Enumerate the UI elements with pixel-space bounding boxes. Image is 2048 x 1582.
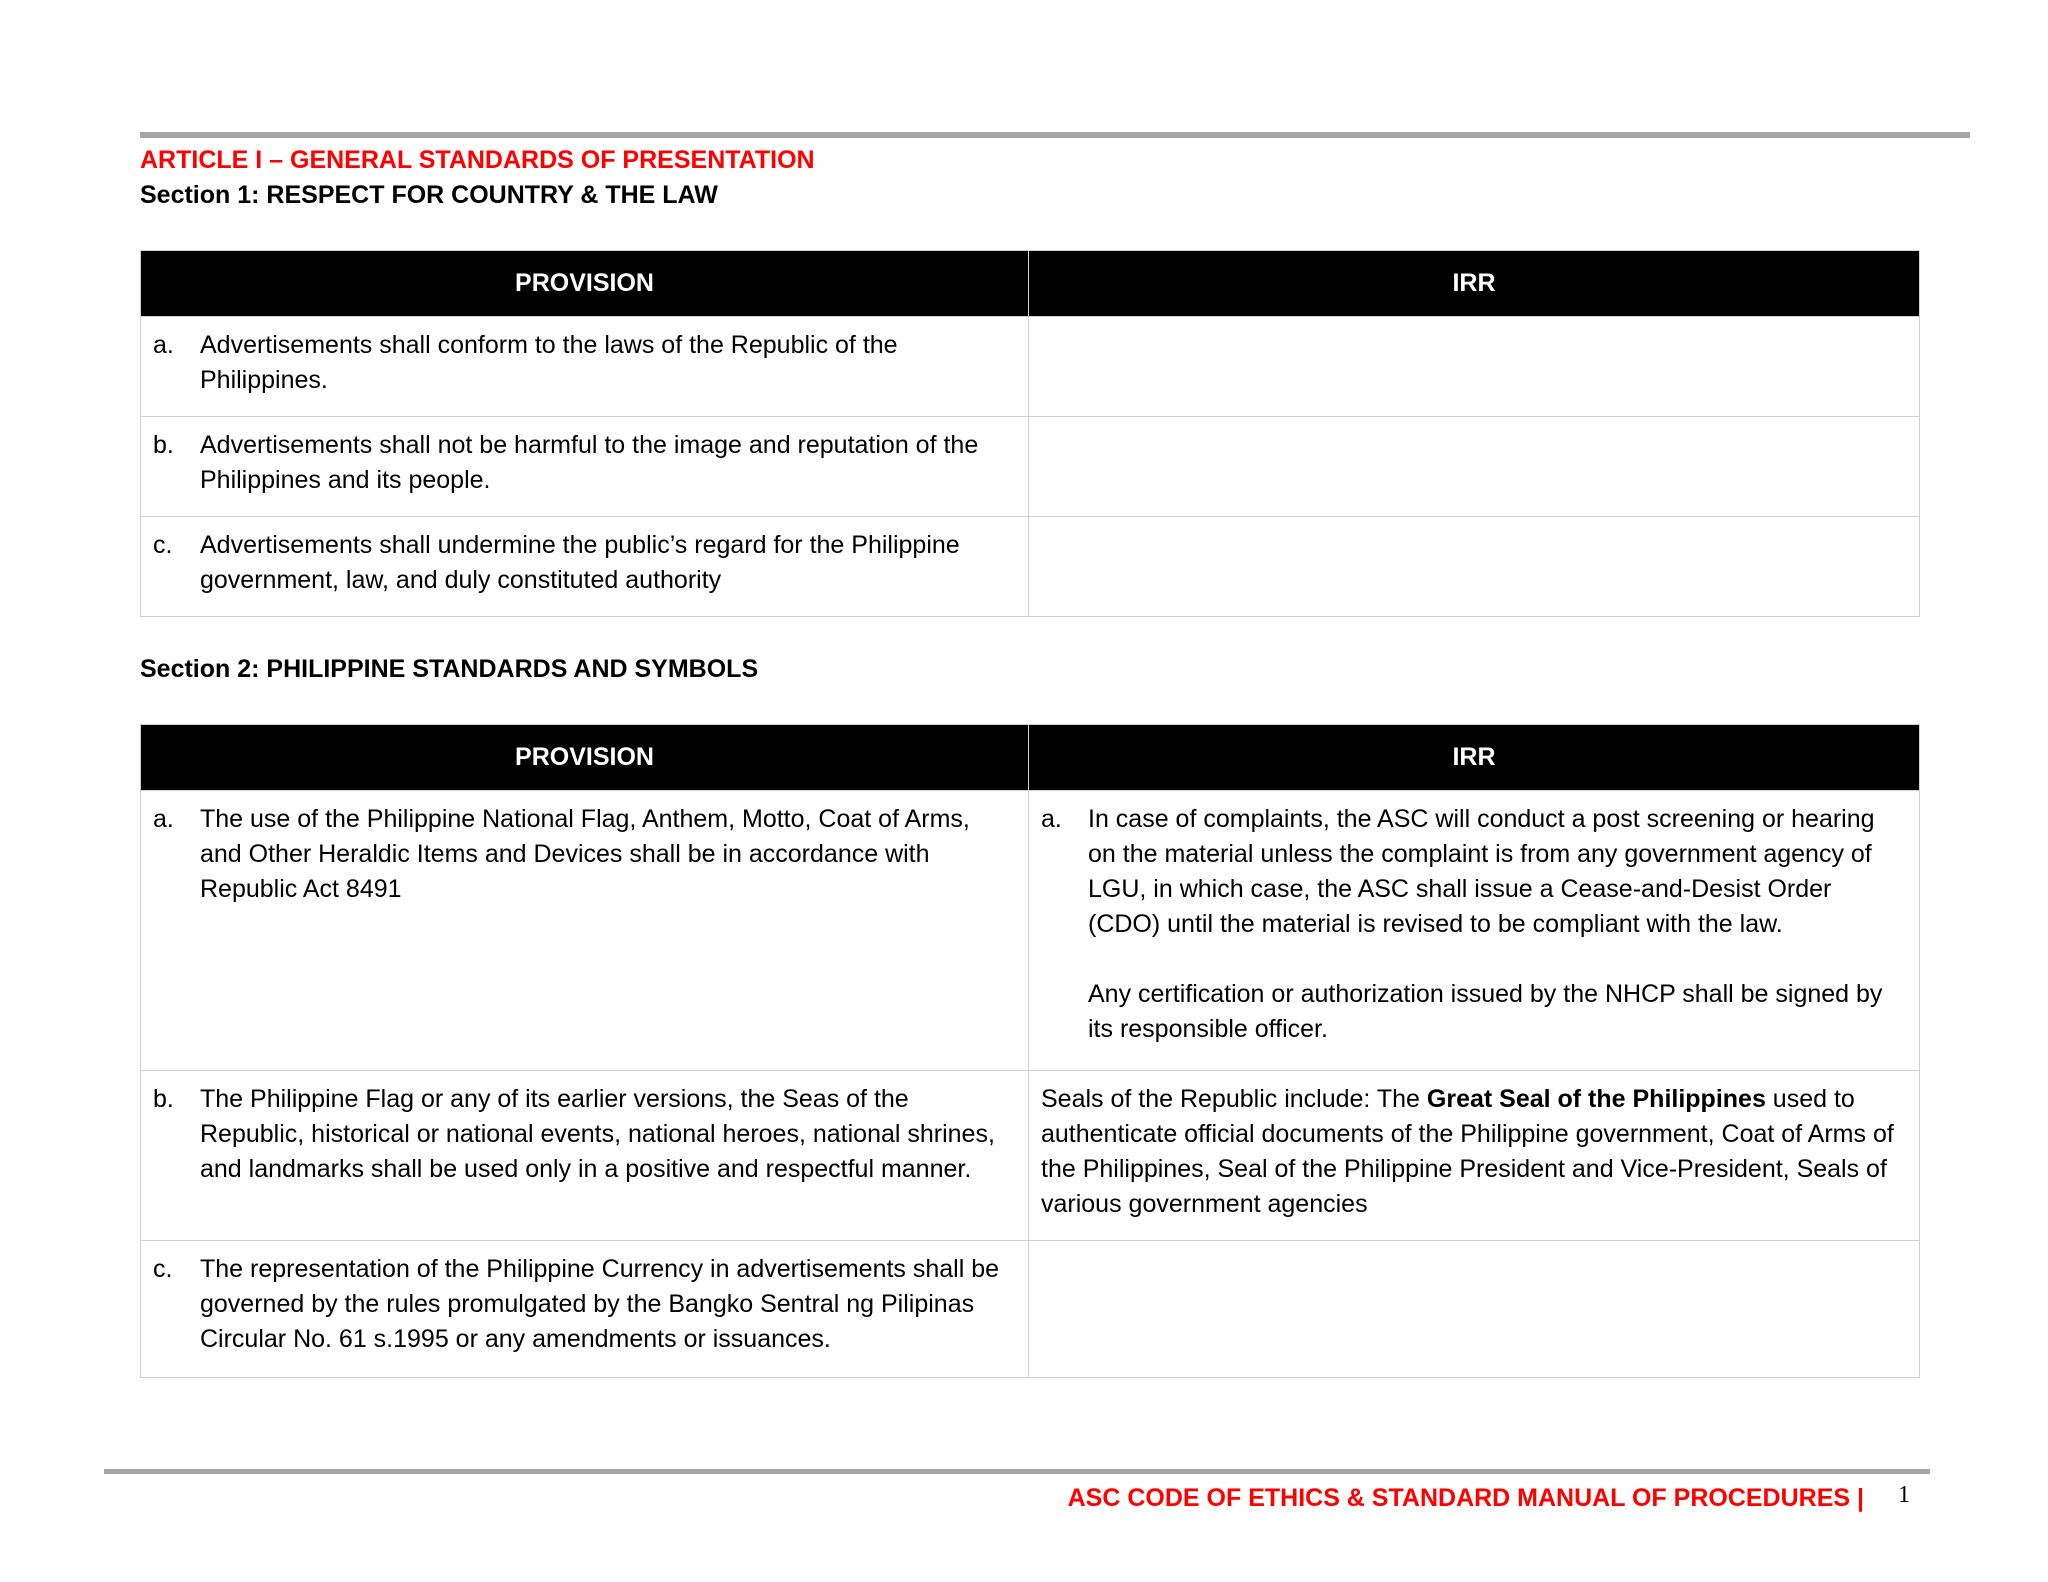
footer-rule [104, 1469, 1930, 1474]
table-row [141, 417, 1920, 517]
item-letter: c. [153, 1255, 173, 1283]
table-header-row [141, 725, 1920, 791]
irr-text-suffix: used to authenticate official documents of the Philippine government, Coat of Arms of the Philippines, Seal of the Philippine President and Vice-President, Seals of various government agencies [1041, 1085, 1894, 1218]
provision-cell [141, 517, 1029, 617]
table-row [141, 517, 1920, 617]
irr-cell [1029, 317, 1920, 417]
item-letter: b. [153, 1085, 174, 1113]
irr-header: IRR [1029, 251, 1920, 317]
provision-text: The Philippine Flag or any of its earlier versions, the Seas of the Republic, historical or national events, national heroes, national shrines, and landmarks shall be used only in a positive and respectful manner. [200, 1085, 995, 1183]
provision-text: Advertisements shall not be harmful to the image and reputation of the Philippines and its people. [200, 431, 979, 494]
irr-cell [1029, 417, 1920, 517]
table-row [141, 317, 1920, 417]
section-2-table [140, 724, 1920, 1378]
irr-cell [1029, 1071, 1920, 1241]
provision-text: Advertisements shall undermine the public’s regard for the Philippine government, law, and duly constituted authority [200, 531, 960, 594]
irr-paragraph: Any certification or authorization issued by the NHCP shall be signed by its responsible officer. [1088, 980, 1883, 1043]
irr-paragraph: In case of complaints, the ASC will conduct a post screening or hearing on the material unless the complaint is from any government agency of LGU, in which case, the ASC shall issue a Cease-and-Desist Order (CDO) until the material is revised to be compliant with the law. [1088, 805, 1875, 938]
provision-header: PROVISION [141, 725, 1029, 791]
table-row [141, 1071, 1920, 1241]
irr-text-bold: Great Seal of the Philippines [1426, 1085, 1766, 1113]
provision-text: The use of the Philippine National Flag, Anthem, Motto, Coat of Arms, and Other Heraldic Items and Devices shall be in accordance with Republic Act 8491 [200, 805, 970, 903]
irr-cell [1029, 517, 1920, 617]
provision-text: The representation of the Philippine Currency in advertisements shall be governed by the rules promulgated by the Bangko Sentral ng Pilipinas Circular No. 61 s.1995 or any amendments or issuances. [200, 1255, 1000, 1353]
item-letter: a. [153, 331, 174, 359]
provision-text: Advertisements shall conform to the laws of the Republic of the Philippines. [200, 331, 898, 394]
provision-cell [141, 1241, 1029, 1378]
provision-cell [141, 417, 1029, 517]
section-1-table [140, 250, 1920, 617]
item-letter: b. [153, 431, 174, 459]
irr-cell [1029, 1241, 1920, 1378]
page-number: 1 [1898, 1482, 1910, 1508]
irr-item-letter: a. [1041, 805, 1062, 833]
irr-header: IRR [1029, 725, 1920, 791]
footer-title: ASC CODE OF ETHICS & STANDARD MANUAL OF PROCEDURES | [1067, 1484, 1864, 1512]
irr-cell [1029, 791, 1920, 1071]
provision-cell [141, 791, 1029, 1071]
item-letter: a. [153, 805, 174, 833]
section-1-title: Section 1: RESPECT FOR COUNTRY & THE LAW [140, 181, 718, 209]
item-letter: c. [153, 531, 173, 559]
provision-header: PROVISION [141, 251, 1029, 317]
irr-text-prefix: Seals of the Republic include: The [1041, 1085, 1427, 1113]
provision-cell [141, 1071, 1029, 1241]
table-header-row [141, 251, 1920, 317]
table-row [141, 1241, 1920, 1378]
section-2-title: Section 2: PHILIPPINE STANDARDS AND SYMBOLS [140, 655, 759, 683]
provision-cell [141, 317, 1029, 417]
table-row [141, 791, 1920, 1071]
article-title: ARTICLE I – GENERAL STANDARDS OF PRESENTATION [140, 146, 815, 174]
top-rule [140, 132, 1970, 138]
